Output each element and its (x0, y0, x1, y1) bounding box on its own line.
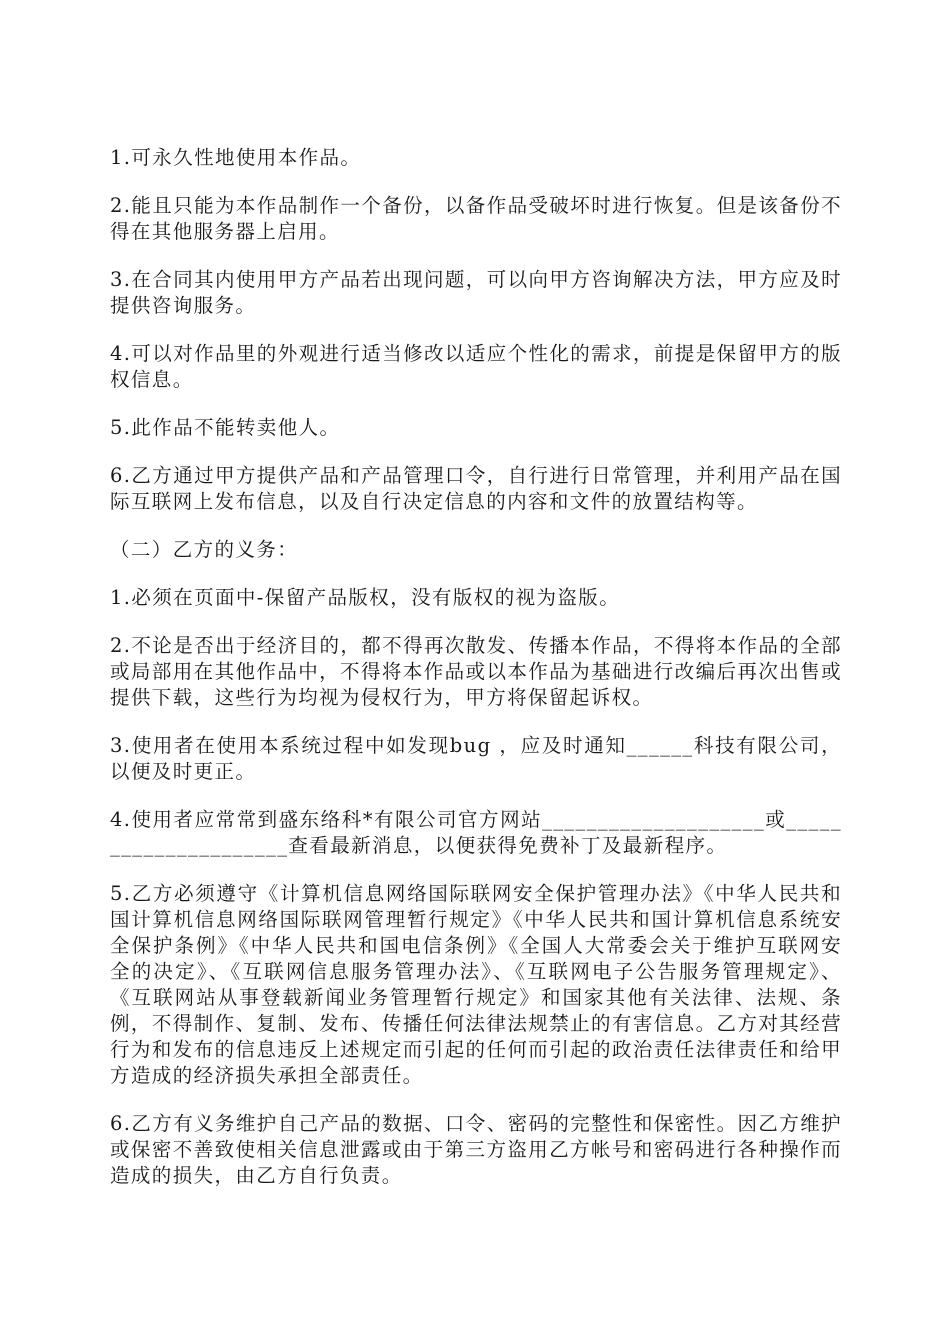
paragraph-right-4: 4.可以对作品里的外观进行适当修改以适应个性化的需求，前提是保留甲方的版权信息。 (110, 342, 843, 391)
paragraph-right-2: 2.能且只能为本作品制作一个备份，以备作品受破坏时进行恢复。但是该备份不得在其他服务器上启用。 (110, 194, 843, 243)
paragraph-obligation-2: 2.不论是否出于经济目的，都不得再次散发、传播本作品，不得将本作品的全部或局部用在其他作品中，不得将本作品或以本作品为基础进行改编后再次出售或提供下载，这些行为均视为侵权行为，甲方将保留起诉权。 (110, 634, 843, 709)
paragraph-obligation-4: 4.使用者应常常到盛东络科*有限公司官方网站____________________或_____________________查看最新消息，以便获得免费补丁及最新程序。 (110, 808, 842, 857)
paragraph-obligation-6: 6.乙方有义务维护自己产品的数据、口令、密码的完整性和保密性。因乙方维护或保密不善致使相关信息泄露或由于第三方盗用乙方帐号和密码进行各种操作而造成的损失，由乙方自行负责。 (110, 1112, 843, 1187)
paragraph-obligation-5: 5.乙方必须遵守《计算机信息网络国际联网安全保护管理办法》《中华人民共和国计算机信息网络国际联网管理暂行规定》《中华人民共和国计算机信息系统安全保护条例》《中华人民共和国电信条例》《全国人大常委会关于维护互联网安全的决定》、《互联网信息服务管理办法》、《互联网电子公告服务管理规定》、《互联网站从事登载新闻业务管理暂行规定》和国家其他有关法律、法规、条例，不得制作、复制、发布、传播任何法律法规禁止的有害信息。乙方对其经营行为和发布的信息违反上述规定而引起的任何而引起的政治责任法律责任和给甲方造成的经济损失承担全部责任。 (110, 882, 842, 1087)
paragraph-right-6: 6.乙方通过甲方提供产品和产品管理口令，自行进行日常管理，并利用产品在国际互联网上发布信息，以及自行决定信息的内容和文件的放置结构等。 (110, 464, 843, 513)
paragraph-obligation-3: 3.使用者在使用本系统过程中如发现bug ，应及时通知______科技有限公司，以便及时更正。 (110, 734, 842, 783)
paragraph-obligation-1: 1.必须在页面中-保留产品版权，没有版权的视为盗版。 (110, 586, 621, 609)
section-heading-obligations: （二）乙方的义务： (110, 538, 299, 561)
paragraph-right-1: 1.可永久性地使用本作品。 (110, 146, 362, 169)
paragraph-right-5: 5.此作品不能转卖他人。 (110, 416, 341, 439)
paragraph-right-3: 3.在合同其内使用甲方产品若出现问题，可以向甲方咨询解决方法，甲方应及时提供咨询服务。 (110, 268, 843, 317)
document-body (110, 145, 842, 1211)
